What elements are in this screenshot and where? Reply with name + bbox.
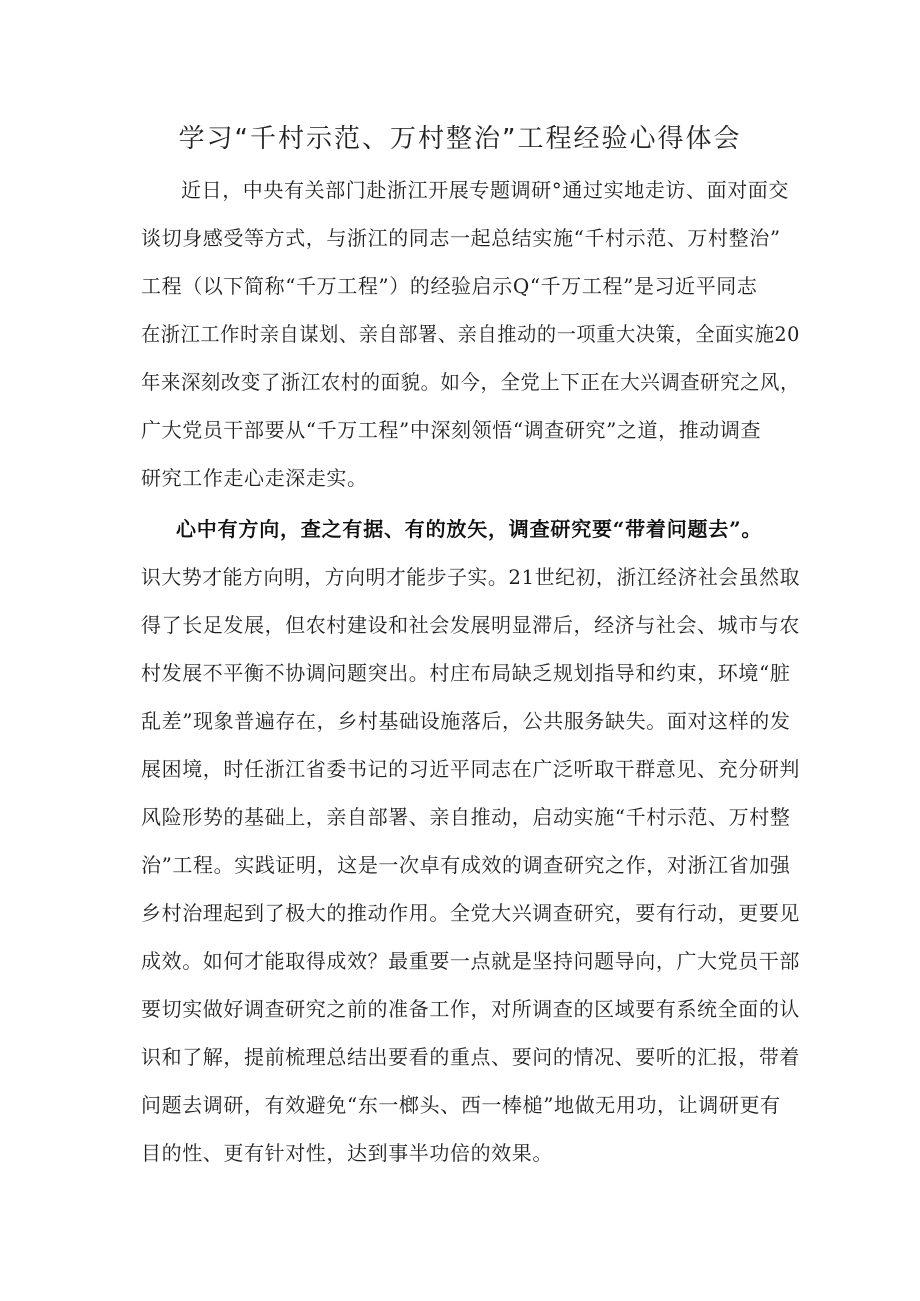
body-line-7: 治”工程。实践证明，这是一次卓有成效的调查研究之作，对浙江省加强 — [141, 853, 791, 877]
intro-line-1: 近日，中央有关部门赴浙江开展专题调研°通过实地走访、面对面交 — [181, 178, 789, 202]
section-heading: 心中有方向，查之有据、有的放矢，调查研究要“带着问题去”。 — [176, 517, 763, 541]
body-line-12: 问题去调研，有效避免“东一榔头、西一棒槌”地做无用功，让调研更有 — [141, 1093, 781, 1117]
body-line-4: 乱差”现象普遍存在，乡村基础设施落后，公共服务缺失。面对这样的发 — [141, 709, 791, 733]
body-line-11: 识和了解，提前梳理总结出要看的重点、要问的情况、要听的汇报，带着 — [141, 1045, 801, 1069]
body-line-3: 村发展不平衡不协调问题突出。村庄布局缺乏规划指导和约束，环境“脏 — [141, 661, 791, 685]
body-line-2: 得了长足发展，但农村建设和社会发展明显滞后，经济与社会、城市与农 — [141, 613, 801, 637]
body-line-13: 目的性、更有针对性，达到事半功倍的效果。 — [141, 1141, 553, 1165]
intro-line-2: 谈切身感受等方式，与浙江的同志一起总结实施“千村示范、万村整治” — [141, 226, 781, 250]
intro-line-7: 研究工作走心走深走实。 — [141, 466, 368, 490]
intro-line-6: 广大党员干部要从“千万工程”中深刻领悟“调查研究”之道，推动调查 — [141, 418, 762, 442]
body-line-9: 成效。如何才能取得成效？最重要一点就是坚持问题导向，广大党员干部 — [141, 949, 801, 973]
intro-line-4: 在浙江工作时亲自谋划、亲自部署、亲自推动的一项重大决策，全面实施20 — [141, 322, 800, 346]
document-title: 学习“千村示范、万村整治”工程经验心得体会 — [178, 124, 742, 154]
body-line-1: 识大势才能方向明，方向明才能步子实。21世纪初，浙江经济社会虽然取 — [141, 565, 800, 589]
body-line-10: 要切实做好调查研究之前的准备工作，对所调查的区域要有系统全面的认 — [141, 997, 801, 1021]
body-line-6: 风险形势的基础上，亲自部署、亲自推动，启动实施“千村示范、万村整 — [141, 805, 791, 829]
intro-line-5: 年来深刻改变了浙江农村的面貌。如今，全党上下正在大兴调查研究之风， — [141, 370, 801, 394]
intro-line-3: 工程（以下简称“千万工程”）的经验启示Q“千万工程”是习近平同志 — [141, 274, 758, 298]
body-line-8: 乡村治理起到了极大的推动作用。全党大兴调查研究，要有行动，更要见 — [141, 901, 801, 925]
body-line-5: 展困境，时任浙江省委书记的习近平同志在广泛听取干群意见、充分研判 — [141, 757, 801, 781]
